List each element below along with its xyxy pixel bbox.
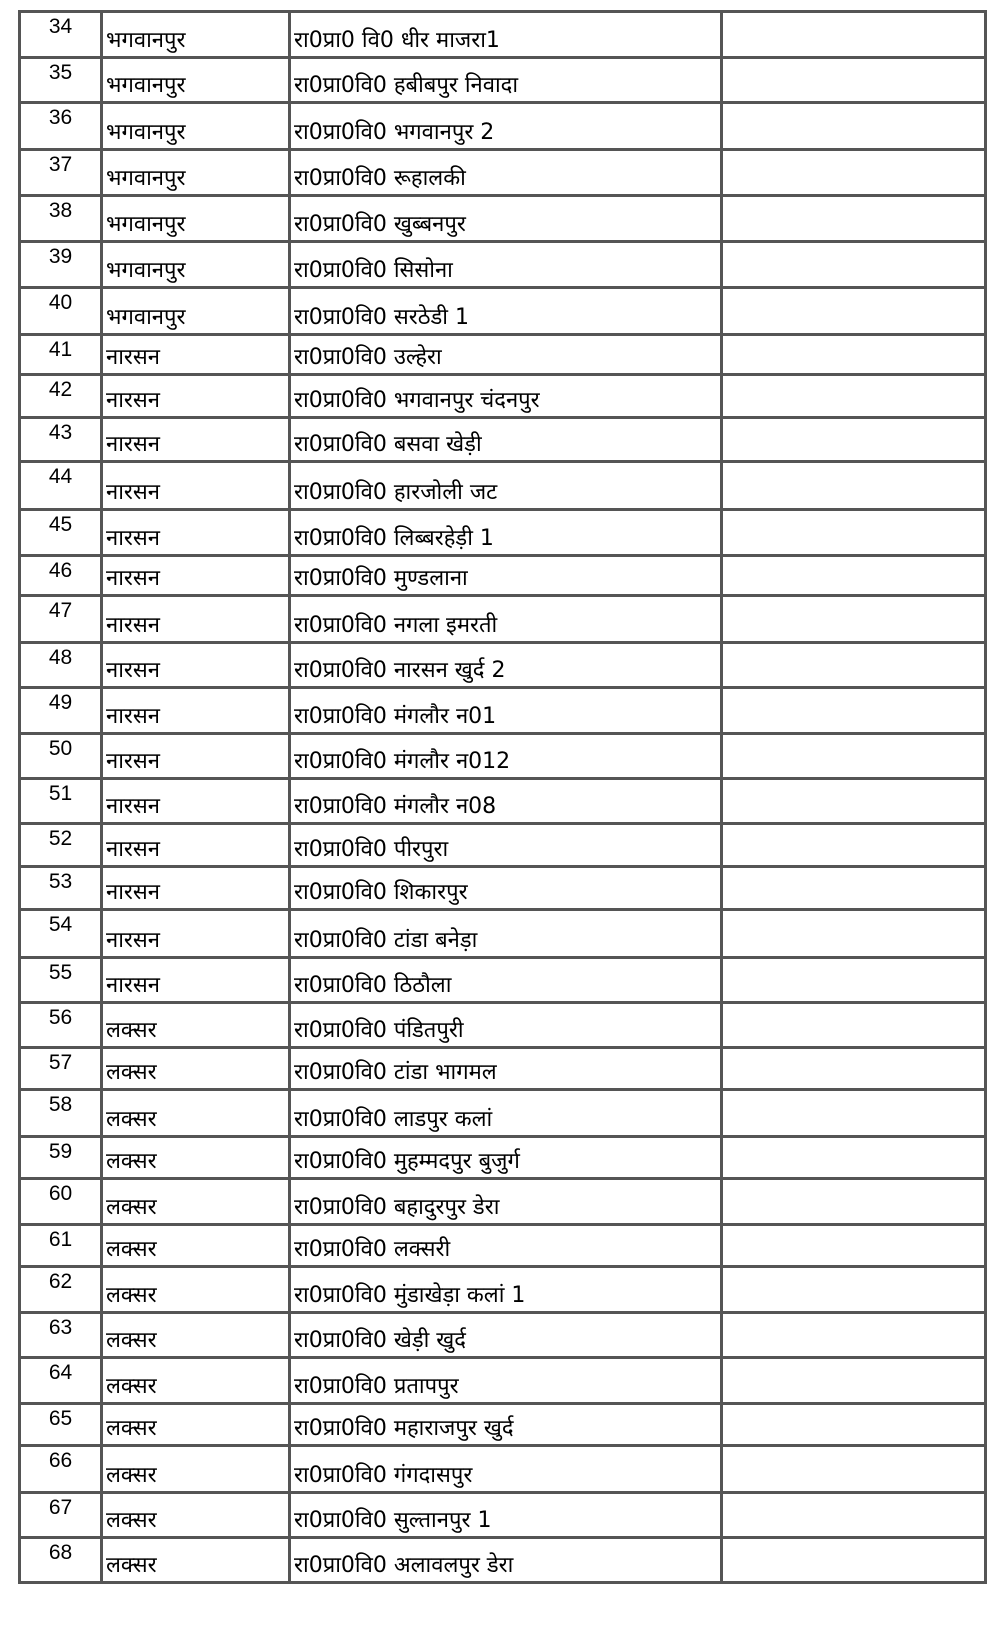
table-row <box>20 375 986 418</box>
school-list-sheet <box>18 10 984 1584</box>
school-name-cell: रा0प्रा0वि0 पीरपुरा <box>290 824 722 867</box>
block-name-cell: नारसन <box>102 510 290 556</box>
serial-number-cell: 63 <box>20 1313 102 1358</box>
block-name-cell: नारसन <box>102 462 290 510</box>
serial-number-cell: 52 <box>20 824 102 867</box>
table-row <box>20 1446 986 1493</box>
table-row <box>20 958 986 1003</box>
table-row <box>20 335 986 375</box>
block-name-cell: भगवानपुर <box>102 58 290 103</box>
blank-cell <box>722 1090 986 1137</box>
serial-number-cell: 44 <box>20 462 102 510</box>
serial-number-cell: 61 <box>20 1225 102 1267</box>
blank-cell <box>722 1048 986 1090</box>
blank-cell <box>722 596 986 643</box>
serial-number-cell: 37 <box>20 150 102 196</box>
school-name-cell: रा0प्रा0वि0 भगवानपुर 2 <box>290 103 722 150</box>
school-name-cell: रा0प्रा0वि0 मुण्डलाना <box>290 556 722 596</box>
table-row <box>20 1225 986 1267</box>
blank-cell <box>722 1538 986 1583</box>
serial-number-cell: 66 <box>20 1446 102 1493</box>
block-name-cell: नारसन <box>102 734 290 779</box>
school-name-cell: रा0प्रा0वि0 बहादुरपुर डेरा <box>290 1179 722 1225</box>
block-name-cell: नारसन <box>102 779 290 824</box>
block-name-cell: नारसन <box>102 867 290 910</box>
blank-cell <box>722 958 986 1003</box>
school-name-cell: रा0प्रा0वि0 मुहम्मदपुर बुजुर्ग <box>290 1137 722 1179</box>
block-name-cell: लक्सर <box>102 1048 290 1090</box>
table-row <box>20 462 986 510</box>
serial-number-cell: 48 <box>20 643 102 688</box>
table-row <box>20 1090 986 1137</box>
block-name-cell: नारसन <box>102 418 290 462</box>
school-name-cell: रा0प्रा0वि0 सुल्तानपुर 1 <box>290 1493 722 1538</box>
table-row <box>20 1358 986 1404</box>
school-name-cell: रा0प्रा0वि0 खुब्बनपुर <box>290 196 722 242</box>
blank-cell <box>722 510 986 556</box>
blank-cell <box>722 1003 986 1048</box>
serial-number-cell: 38 <box>20 196 102 242</box>
table-row <box>20 556 986 596</box>
block-name-cell: लक्सर <box>102 1538 290 1583</box>
table-row <box>20 418 986 462</box>
blank-cell <box>722 335 986 375</box>
table-row <box>20 734 986 779</box>
school-name-cell: रा0प्रा0वि0 मंगलौर न08 <box>290 779 722 824</box>
serial-number-cell: 34 <box>20 12 102 58</box>
serial-number-cell: 54 <box>20 910 102 958</box>
serial-number-cell: 46 <box>20 556 102 596</box>
blank-cell <box>722 1404 986 1446</box>
school-name-cell: रा0प्रा0वि0 उल्हेरा <box>290 335 722 375</box>
table-row <box>20 103 986 150</box>
blank-cell <box>722 867 986 910</box>
blank-cell <box>722 12 986 58</box>
blank-cell <box>722 734 986 779</box>
serial-number-cell: 35 <box>20 58 102 103</box>
school-name-cell: रा0प्रा0वि0 सिसोना <box>290 242 722 288</box>
blank-cell <box>722 150 986 196</box>
blank-cell <box>722 910 986 958</box>
block-name-cell: भगवानपुर <box>102 242 290 288</box>
blank-cell <box>722 688 986 734</box>
table-row <box>20 1179 986 1225</box>
school-name-cell: रा0प्रा0वि0 सरठेडी 1 <box>290 288 722 335</box>
blank-cell <box>722 1225 986 1267</box>
school-name-cell: रा0प्रा0वि0 शिकारपुर <box>290 867 722 910</box>
serial-number-cell: 65 <box>20 1404 102 1446</box>
block-name-cell: लक्सर <box>102 1493 290 1538</box>
serial-number-cell: 51 <box>20 779 102 824</box>
school-name-cell: रा0प्रा0वि0 लाडपुर कलां <box>290 1090 722 1137</box>
serial-number-cell: 42 <box>20 375 102 418</box>
blank-cell <box>722 779 986 824</box>
school-name-cell: रा0प्रा0वि0 टांडा बनेड़ा <box>290 910 722 958</box>
table-row <box>20 58 986 103</box>
blank-cell <box>722 1313 986 1358</box>
table-row <box>20 1137 986 1179</box>
blank-cell <box>722 375 986 418</box>
table-row <box>20 196 986 242</box>
table-row <box>20 779 986 824</box>
blank-cell <box>722 556 986 596</box>
serial-number-cell: 36 <box>20 103 102 150</box>
table-row <box>20 1404 986 1446</box>
serial-number-cell: 60 <box>20 1179 102 1225</box>
table-row <box>20 150 986 196</box>
block-name-cell: लक्सर <box>102 1137 290 1179</box>
serial-number-cell: 56 <box>20 1003 102 1048</box>
serial-number-cell: 67 <box>20 1493 102 1538</box>
block-name-cell: नारसन <box>102 556 290 596</box>
table-row <box>20 910 986 958</box>
block-name-cell: नारसन <box>102 596 290 643</box>
block-name-cell: नारसन <box>102 824 290 867</box>
serial-number-cell: 57 <box>20 1048 102 1090</box>
blank-cell <box>722 242 986 288</box>
table-row <box>20 688 986 734</box>
block-name-cell: नारसन <box>102 643 290 688</box>
school-name-cell: रा0प्रा0वि0 मुंडाखेड़ा कलां 1 <box>290 1267 722 1313</box>
school-name-cell: रा0प्रा0वि0 नगला इमरती <box>290 596 722 643</box>
block-name-cell: नारसन <box>102 335 290 375</box>
blank-cell <box>722 462 986 510</box>
serial-number-cell: 39 <box>20 242 102 288</box>
table-row <box>20 1003 986 1048</box>
blank-cell <box>722 824 986 867</box>
serial-number-cell: 58 <box>20 1090 102 1137</box>
blank-cell <box>722 288 986 335</box>
blank-cell <box>722 1358 986 1404</box>
school-name-cell: रा0प्रा0वि0 महाराजपुर खुर्द <box>290 1404 722 1446</box>
blank-cell <box>722 1179 986 1225</box>
table-row <box>20 596 986 643</box>
serial-number-cell: 62 <box>20 1267 102 1313</box>
blank-cell <box>722 1446 986 1493</box>
serial-number-cell: 50 <box>20 734 102 779</box>
serial-number-cell: 64 <box>20 1358 102 1404</box>
serial-number-cell: 45 <box>20 510 102 556</box>
blank-cell <box>722 1137 986 1179</box>
blank-cell <box>722 643 986 688</box>
table-row <box>20 867 986 910</box>
table-row <box>20 288 986 335</box>
school-name-cell: रा0प्रा0वि0 लक्सरी <box>290 1225 722 1267</box>
school-name-cell: रा0प्रा0वि0 रूहालकी <box>290 150 722 196</box>
blank-cell <box>722 196 986 242</box>
serial-number-cell: 59 <box>20 1137 102 1179</box>
block-name-cell: लक्सर <box>102 1179 290 1225</box>
blank-cell <box>722 1493 986 1538</box>
blank-cell <box>722 103 986 150</box>
school-name-cell: रा0प्रा0वि0 प्रतापपुर <box>290 1358 722 1404</box>
serial-number-cell: 41 <box>20 335 102 375</box>
school-name-cell: रा0प्रा0वि0 मंगलौर न01 <box>290 688 722 734</box>
block-name-cell: लक्सर <box>102 1313 290 1358</box>
block-name-cell: भगवानपुर <box>102 103 290 150</box>
block-name-cell: नारसन <box>102 958 290 1003</box>
block-name-cell: लक्सर <box>102 1090 290 1137</box>
table-row <box>20 12 986 58</box>
blank-cell <box>722 58 986 103</box>
serial-number-cell: 43 <box>20 418 102 462</box>
school-name-cell: रा0प्रा0वि0 मंगलौर न012 <box>290 734 722 779</box>
table-row <box>20 1493 986 1538</box>
block-name-cell: लक्सर <box>102 1404 290 1446</box>
school-name-cell: रा0प्रा0वि0 नारसन खुर्द 2 <box>290 643 722 688</box>
block-name-cell: लक्सर <box>102 1267 290 1313</box>
block-name-cell: भगवानपुर <box>102 288 290 335</box>
serial-number-cell: 53 <box>20 867 102 910</box>
school-name-cell: रा0प्रा0वि0 खेड़ी खुर्द <box>290 1313 722 1358</box>
serial-number-cell: 40 <box>20 288 102 335</box>
block-name-cell: लक्सर <box>102 1003 290 1048</box>
serial-number-cell: 49 <box>20 688 102 734</box>
school-name-cell: रा0प्रा0वि0 अलावलपुर डेरा <box>290 1538 722 1583</box>
block-name-cell: भगवानपुर <box>102 150 290 196</box>
table-row <box>20 1048 986 1090</box>
block-name-cell: लक्सर <box>102 1225 290 1267</box>
table-row <box>20 1267 986 1313</box>
block-name-cell: नारसन <box>102 910 290 958</box>
table-row <box>20 1313 986 1358</box>
school-name-cell: रा0प्रा0 वि0 धीर माजरा1 <box>290 12 722 58</box>
serial-number-cell: 47 <box>20 596 102 643</box>
block-name-cell: लक्सर <box>102 1358 290 1404</box>
school-name-cell: रा0प्रा0वि0 टांडा भागमल <box>290 1048 722 1090</box>
block-name-cell: लक्सर <box>102 1446 290 1493</box>
blank-cell <box>722 418 986 462</box>
block-name-cell: भगवानपुर <box>102 196 290 242</box>
school-name-cell: रा0प्रा0वि0 हारजोली जट <box>290 462 722 510</box>
block-name-cell: नारसन <box>102 375 290 418</box>
school-table <box>18 10 987 1584</box>
table-row <box>20 242 986 288</box>
block-name-cell: भगवानपुर <box>102 12 290 58</box>
serial-number-cell: 55 <box>20 958 102 1003</box>
serial-number-cell: 68 <box>20 1538 102 1583</box>
school-name-cell: रा0प्रा0वि0 पंडितपुरी <box>290 1003 722 1048</box>
table-row <box>20 1538 986 1583</box>
blank-cell <box>722 1267 986 1313</box>
school-name-cell: रा0प्रा0वि0 लिब्बरहेड़ी 1 <box>290 510 722 556</box>
school-name-cell: रा0प्रा0वि0 बसवा खेड़ी <box>290 418 722 462</box>
table-row <box>20 510 986 556</box>
school-name-cell: रा0प्रा0वि0 गंगदासपुर <box>290 1446 722 1493</box>
table-row <box>20 643 986 688</box>
school-name-cell: रा0प्रा0वि0 हबीबपुर निवादा <box>290 58 722 103</box>
school-name-cell: रा0प्रा0वि0 ठिठौला <box>290 958 722 1003</box>
school-name-cell: रा0प्रा0वि0 भगवानपुर चंदनपुर <box>290 375 722 418</box>
table-row <box>20 824 986 867</box>
block-name-cell: नारसन <box>102 688 290 734</box>
